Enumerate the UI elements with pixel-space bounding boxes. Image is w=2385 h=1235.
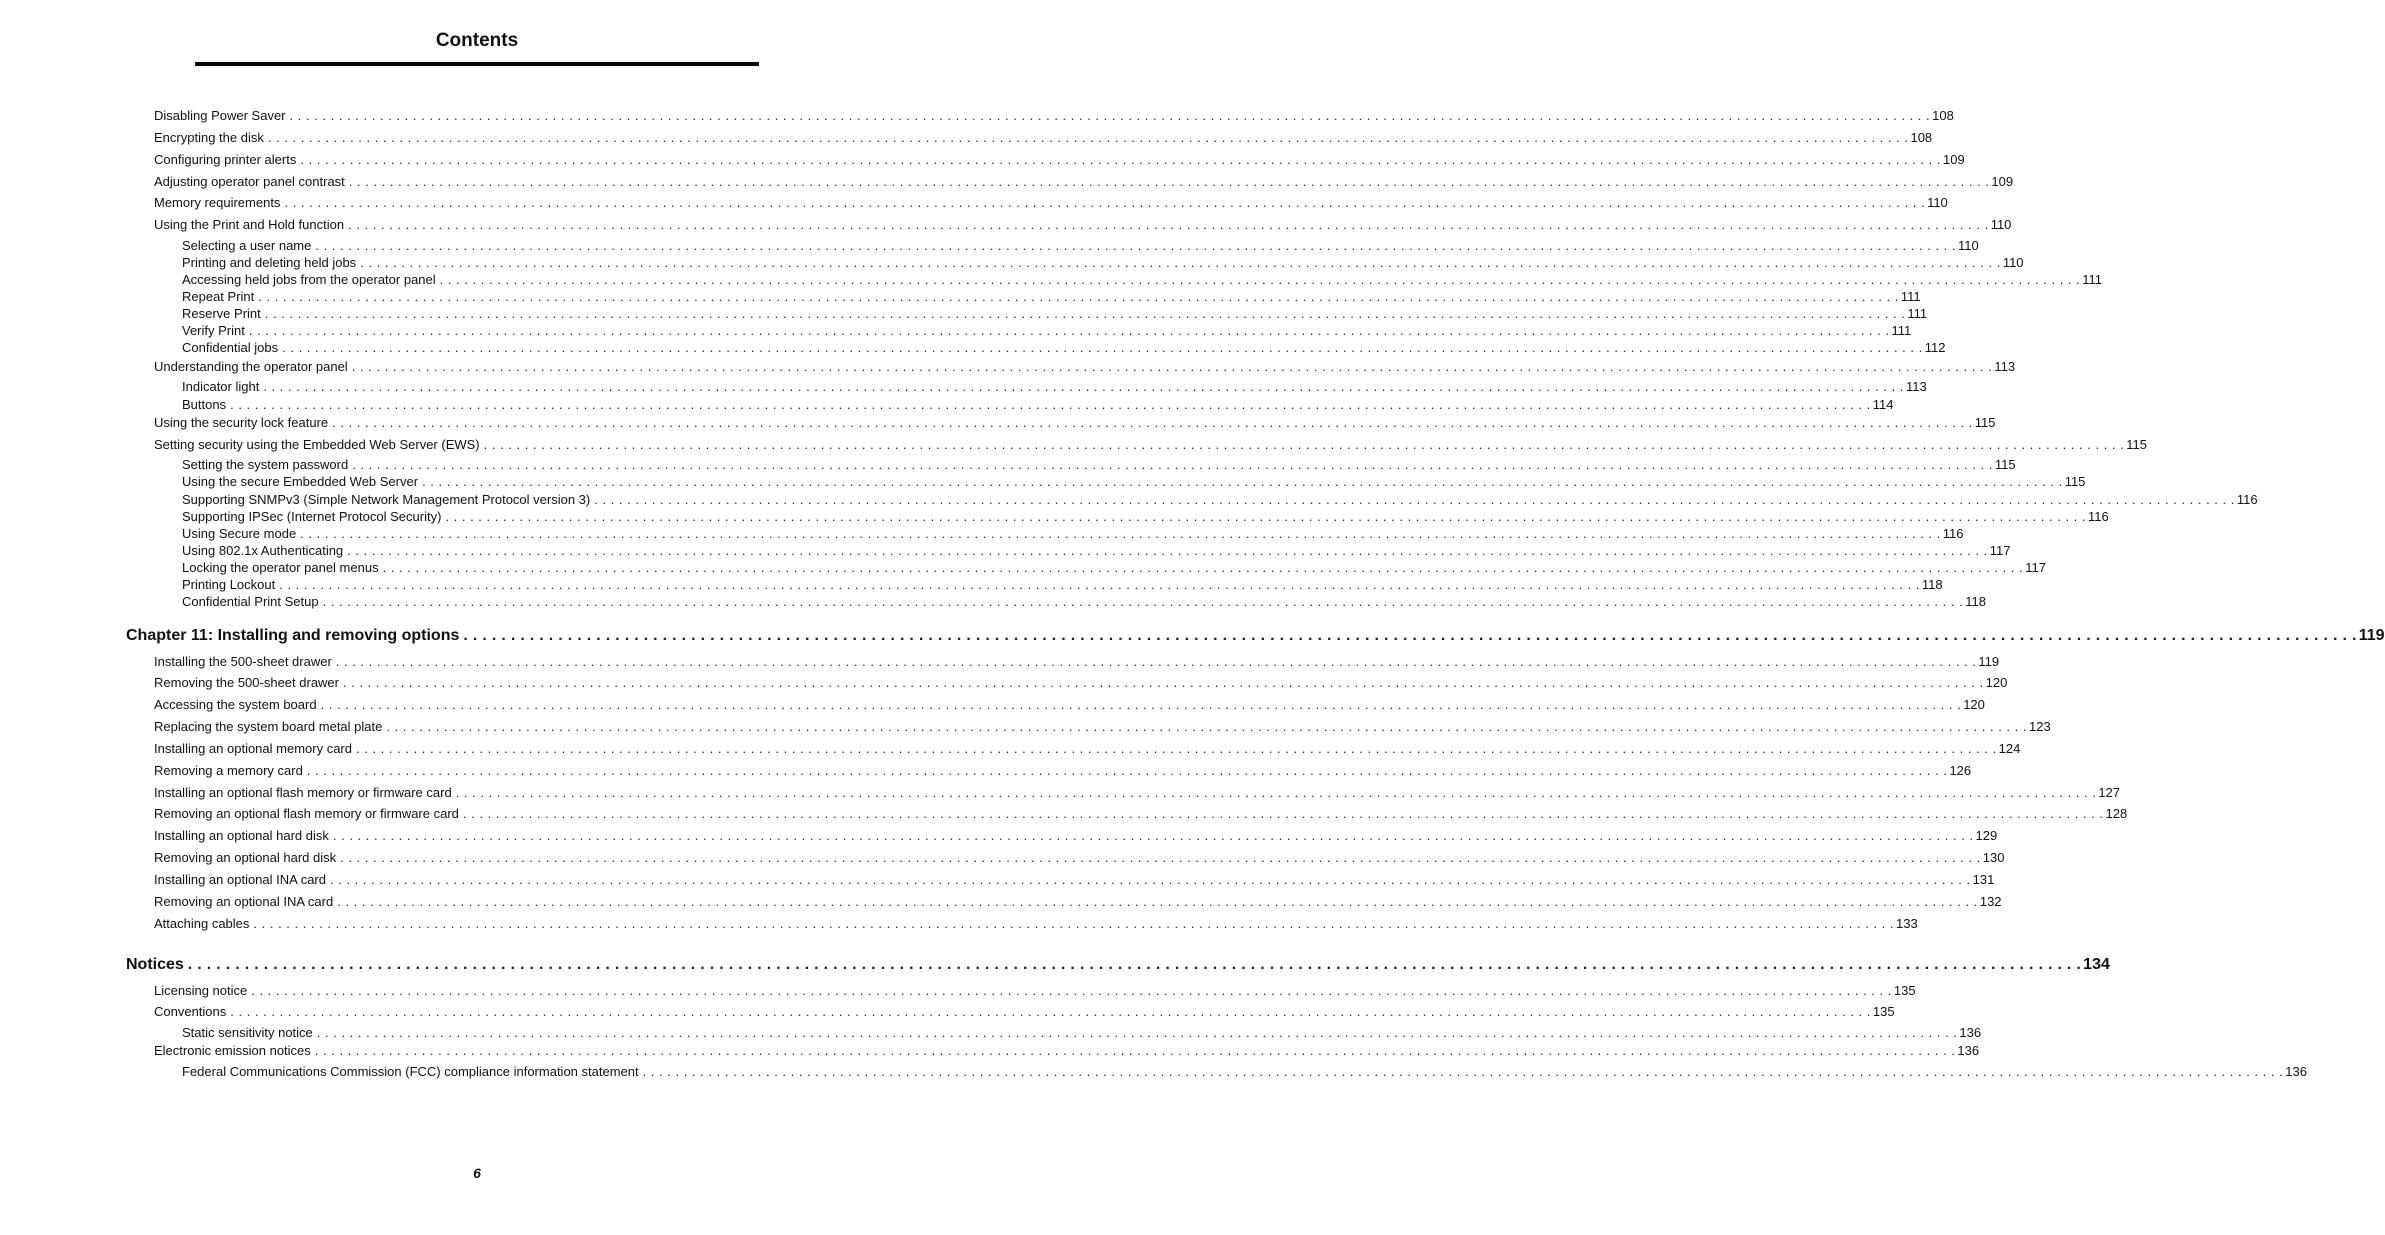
toc-entry-page: 116 xyxy=(1942,526,1964,541)
toc-entry[interactable] xyxy=(182,509,2109,524)
title-rule xyxy=(195,62,759,66)
toc-entry-page: 135 xyxy=(1872,1004,1895,1019)
toc-entry-page: 114 xyxy=(1872,397,1894,412)
toc-entry[interactable] xyxy=(182,379,1927,394)
toc-entry-label: Removing an optional hard disk xyxy=(154,850,337,865)
toc-entry-page: 115 xyxy=(1994,457,2016,472)
dot-leader: . . . . . . . . . . . . . . . . . . . . . . . . . . . . . . . . . . . . . . . . . . . . . . . . . . . . . . . . . . . . . . . . . . . . . . . . . . . . . . . . . . . . . . . . . . . . . . . . . . . . . . . . . . . . . . . . . . . . . . . . . . . . . . . . . . . . . . . . . . . . . . . . . . . . . . . . . . . . . . . . . . . . . . . . . . . . . . . . . . . . . . . . . . . . . . . . . . . . . . . . xyxy=(483,437,2125,452)
toc-entry-label: Accessing held jobs from the operator panel xyxy=(182,272,436,287)
dot-leader: . . . . . . . . . . . . . . . . . . . . . . . . . . . . . . . . . . . . . . . . . . . . . . . . . . . . . . . . . . . . . . . . . . . . . . . . . . . . . . . . . . . . . . . . . . . . . . . . . . . . . . . . . . . . . . . . . . . . . . . . . . . . . . . . . . . . . . . . . . . . . . . . . . . . . . . . . . . . . . . . . . . . . . . . . . . . . . . . . . . . . . . . . . . . . . . . . . . . . . . . xyxy=(352,457,1993,472)
dot-leader: . . . . . . . . . . . . . . . . . . . . . . . . . . . . . . . . . . . . . . . . . . . . . . . . . . . . . . . . . . . . . . . . . . . . . . . . . . . . . . . . . . . . . . . . . . . . . . . . . . . . . . . . . . . . . . . . . . . . . . . . . . . . . . . . . . . . . . . . . . . . . . . . . . . . . . . . . . . . . . . . . . . . . . . . . . . . . . . . . . . . . . . . . . . . . . . . . . . . . . . . xyxy=(282,340,1923,355)
toc-entry-label: Installing an optional hard disk xyxy=(154,828,329,843)
dot-leader: . . . . . . . . . . . . . . . . . . . . . . . . . . . . . . . . . . . . . . . . . . . . . . . . . . . . . . . . . . . . . . . . . . . . . . . . . . . . . . . . . . . . . . . . . . . . . . . . . . . . . . . . . . . . . . . . . . . . . . . . . . . . . . . . . . . . . . . . . . . . . . . . . . . . . . . . . . . . . . . . . . . . . . . . . . . . . . . . . . . . . . . . . . . . . . . . . . . . . . . . xyxy=(263,379,1904,394)
toc-entry-page: 115 xyxy=(1974,415,1996,430)
dot-leader: . . . . . . . . . . . . . . . . . . . . . . . . . . . . . . . . . . . . . . . . . . . . . . . . . . . . . . . . . . . . . . . . . . . . . . . . . . . . . . . . . . . . . . . . . . . . . . . . . . . . . . . . . . . . . . . . . . . . . . . . . . . . . . . . . . . . . . . . . . . . . . . . . . . . . . . . . . . . . . . . . . . . . . . . . . . . . . . . . . . . . . . . . . . . . . . . . . . . . . . . xyxy=(315,238,1956,253)
toc-entry[interactable] xyxy=(182,238,1979,253)
toc-entry-label: Using 802.1x Authenticating xyxy=(182,543,344,558)
toc-entry[interactable] xyxy=(154,785,2121,800)
toc-entry[interactable] xyxy=(154,1043,1980,1058)
toc-entry[interactable] xyxy=(182,255,2024,270)
toc-entry-page: 135 xyxy=(1893,983,1916,998)
toc-entry-label: Attaching cables xyxy=(154,916,250,931)
toc-entry-page: 109 xyxy=(1942,152,1965,167)
toc-entry[interactable] xyxy=(154,130,1933,145)
toc-entry-page: 110 xyxy=(1957,238,1979,253)
toc-entry-page: 118 xyxy=(1965,594,1986,609)
toc-entry-label: Indicator light xyxy=(182,379,260,394)
dot-leader: . . . . . . . . . . . . . . . . . . . . . . . . . . . . . . . . . . . . . . . . . . . . . . . . . . . . . . . . . . . . . . . . . . . . . . . . . . . . . . . . . . . . . . . . . . . . . . . . . . . . . . . . . . . . . . . . . . . . . . . . . . . . . . . . . . . . . . . . . . . . . . . . . . . . . . . . . . . . . . . . . . . . . . . . . . . . . . . . . . . . . . . . . . . . . . . . . . . . . . . . xyxy=(642,1064,2284,1079)
dot-leader: . . . . . . . . . . . . . . . . . . . . . . . . . . . . . . . . . . . . . . . . . . . . . . . . . . . . . . . . . . . . . . . . . . . . . . . . . . . . . . . . . . . . . . . . . . . . . . . . . . . . . . . . . . . . . . . . . . . . . . . . . . . . . . . . . . . . . . . . . . . . . . . . . . . . . . . . . . . . . . . . . . . . . . . . . . . . . . . . . . . . . . . . . . . . . . . . . . . . . . . . xyxy=(463,627,2357,644)
dot-leader: . . . . . . . . . . . . . . . . . . . . . . . . . . . . . . . . . . . . . . . . . . . . . . . . . . . . . . . . . . . . . . . . . . . . . . . . . . . . . . . . . . . . . . . . . . . . . . . . . . . . . . . . . . . . . . . . . . . . . . . . . . . . . . . . . . . . . . . . . . . . . . . . . . . . . . . . . . . . . . . . . . . . . . . . . . . . . . . . . . . . . . . . . . . . . . . . . . . . . . . . xyxy=(445,509,2087,524)
dot-leader: . . . . . . . . . . . . . . . . . . . . . . . . . . . . . . . . . . . . . . . . . . . . . . . . . . . . . . . . . . . . . . . . . . . . . . . . . . . . . . . . . . . . . . . . . . . . . . . . . . . . . . . . . . . . . . . . . . . . . . . . . . . . . . . . . . . . . . . . . . . . . . . . . . . . . . . . . . . . . . . . . . . . . . . . . . . . . . . . . . . . . . . . . . . . . . . . . . . . . . . . xyxy=(320,697,1962,712)
toc-entry[interactable] xyxy=(154,174,2014,189)
toc-entry-page: 132 xyxy=(1979,894,2002,909)
toc-entry-page: 111 xyxy=(1900,289,1921,304)
dot-leader: . . . . . . . . . . . . . . . . . . . . . . . . . . . . . . . . . . . . . . . . . . . . . . . . . . . . . . . . . . . . . . . . . . . . . . . . . . . . . . . . . . . . . . . . . . . . . . . . . . . . . . . . . . . . . . . . . . . . . . . . . . . . . . . . . . . . . . . . . . . . . . . . . . . . . . . . . . . . . . . . . . . . . . . . . . . . . . . . . . . . . . . . . . . . . . . . . . . . . . . . xyxy=(230,397,1871,412)
toc-entry[interactable] xyxy=(154,894,2002,909)
toc-entry[interactable] xyxy=(182,306,1928,321)
toc-entry-page: 116 xyxy=(2236,492,2258,507)
toc-entry[interactable] xyxy=(154,697,1985,712)
toc-entry-page: 124 xyxy=(1998,741,2021,756)
toc-entry-page: 123 xyxy=(2028,719,2051,734)
toc-entry-label: Printing Lockout xyxy=(182,577,276,592)
toc-entry[interactable] xyxy=(154,152,1965,167)
toc-entry-page: 115 xyxy=(2064,474,2086,489)
toc-entry[interactable] xyxy=(182,1064,2307,1079)
toc-entry[interactable] xyxy=(182,457,2016,472)
toc-entry-label: Locking the operator panel menus xyxy=(182,560,379,575)
dot-leader: . . . . . . . . . . . . . . . . . . . . . . . . . . . . . . . . . . . . . . . . . . . . . . . . . . . . . . . . . . . . . . . . . . . . . . . . . . . . . . . . . . . . . . . . . . . . . . . . . . . . . . . . . . . . . . . . . . . . . . . . . . . . . . . . . . . . . . . . . . . . . . . . . . . . . . . . . . . . . . . . . . . . . . . . . . . . . . . . . . . . . . . . . . . . . . . . . . . . . . . . xyxy=(306,763,1948,778)
toc-entry-label: Confidential jobs xyxy=(182,340,279,355)
dot-leader: . . . . . . . . . . . . . . . . . . . . . . . . . . . . . . . . . . . . . . . . . . . . . . . . . . . . . . . . . . . . . . . . . . . . . . . . . . . . . . . . . . . . . . . . . . . . . . . . . . . . . . . . . . . . . . . . . . . . . . . . . . . . . . . . . . . . . . . . . . . . . . . . . . . . . . . . . . . . . . . . . . . . . . . . . . . . . . . . . . . . . . . . . . . . . . . . . . . . . . . . xyxy=(251,983,1892,998)
dot-leader: . . . . . . . . . . . . . . . . . . . . . . . . . . . . . . . . . . . . . . . . . . . . . . . . . . . . . . . . . . . . . . . . . . . . . . . . . . . . . . . . . . . . . . . . . . . . . . . . . . . . . . . . . . . . . . . . . . . . . . . . . . . . . . . . . . . . . . . . . . . . . . . . . . . . . . . . . . . . . . . . . . . . . . . . . . . . . . . . . . . . . . . . . . . . . . . . . . . . . . . . xyxy=(300,152,1941,167)
toc-entry[interactable] xyxy=(154,437,2147,452)
toc-entry[interactable] xyxy=(154,719,2051,734)
dot-leader: . . . . . . . . . . . . . . . . . . . . . . . . . . . . . . . . . . . . . . . . . . . . . . . . . . . . . . . . . . . . . . . . . . . . . . . . . . . . . . . . . . . . . . . . . . . . . . . . . . . . . . . . . . . . . . . . . . . . . . . . . . . . . . . . . . . . . . . . . . . . . . . . . . . . . . . . . . . . . . . . . . . . . . . . . . . . . . . . . . . . . . . . . . . . . . . . . . . . . . . . xyxy=(289,108,1931,123)
toc-entry-page: 136 xyxy=(1957,1043,1980,1058)
dot-leader: . . . . . . . . . . . . . . . . . . . . . . . . . . . . . . . . . . . . . . . . . . . . . . . . . . . . . . . . . . . . . . . . . . . . . . . . . . . . . . . . . . . . . . . . . . . . . . . . . . . . . . . . . . . . . . . . . . . . . . . . . . . . . . . . . . . . . . . . . . . . . . . . . . . . . . . . . . . . . . . . . . . . . . . . . . . . . . . . . . . . . . . . . . . . . . . . . . . . . . . . xyxy=(187,956,2082,973)
dot-leader: . . . . . . . . . . . . . . . . . . . . . . . . . . . . . . . . . . . . . . . . . . . . . . . . . . . . . . . . . . . . . . . . . . . . . . . . . . . . . . . . . . . . . . . . . . . . . . . . . . . . . . . . . . . . . . . . . . . . . . . . . . . . . . . . . . . . . . . . . . . . . . . . . . . . . . . . . . . . . . . . . . . . . . . . . . . . . . . . . . . . . . . . . . . . . . . . . . . . . . . . xyxy=(332,828,1974,843)
toc-entry-page: 108 xyxy=(1910,130,1933,145)
toc-entry-label: Licensing notice xyxy=(154,983,248,998)
toc-entry-page: 129 xyxy=(1975,828,1998,843)
toc-entry-page: 110 xyxy=(1990,217,2012,232)
toc-entry-page: 111 xyxy=(1891,323,1912,338)
toc-entry-page: 118 xyxy=(1921,577,1943,592)
page-number: 6 xyxy=(473,1165,481,1181)
dot-leader: . . . . . . . . . . . . . . . . . . . . . . . . . . . . . . . . . . . . . . . . . . . . . . . . . . . . . . . . . . . . . . . . . . . . . . . . . . . . . . . . . . . . . . . . . . . . . . . . . . . . . . . . . . . . . . . . . . . . . . . . . . . . . . . . . . . . . . . . . . . . . . . . . . . . . . . . . . . . . . . . . . . . . . . . . . . . . . . . . . . . . . . . . . . . . . . . . . . . . . . . xyxy=(439,272,2081,287)
toc-entry-page: 133 xyxy=(1896,916,1918,931)
dot-leader: . . . . . . . . . . . . . . . . . . . . . . . . . . . . . . . . . . . . . . . . . . . . . . . . . . . . . . . . . . . . . . . . . . . . . . . . . . . . . . . . . . . . . . . . . . . . . . . . . . . . . . . . . . . . . . . . . . . . . . . . . . . . . . . . . . . . . . . . . . . . . . . . . . . . . . . . . . . . . . . . . . . . . . . . . . . . . . . . . . . . . . . . . . . . . . . . . . . . . . . . xyxy=(322,594,1964,609)
toc-chapter-entry[interactable] xyxy=(126,956,2110,974)
toc-entry-label: Configuring printer alerts xyxy=(154,152,297,167)
toc-entry-label: Notices xyxy=(126,956,184,973)
dot-leader: . . . . . . . . . . . . . . . . . . . . . . . . . . . . . . . . . . . . . . . . . . . . . . . . . . . . . . . . . . . . . . . . . . . . . . . . . . . . . . . . . . . . . . . . . . . . . . . . . . . . . . . . . . . . . . . . . . . . . . . . . . . . . . . . . . . . . . . . . . . . . . . . . . . . . . . . . . . . . . . . . . . . . . . . . . . . . . . . . . . . . . . . . . . . . . . . . . . . . . . . xyxy=(340,850,1981,865)
toc-entry-label: Installing an optional flash memory or firmware card xyxy=(154,785,452,800)
dot-leader: . . . . . . . . . . . . . . . . . . . . . . . . . . . . . . . . . . . . . . . . . . . . . . . . . . . . . . . . . . . . . . . . . . . . . . . . . . . . . . . . . . . . . . . . . . . . . . . . . . . . . . . . . . . . . . . . . . . . . . . . . . . . . . . . . . . . . . . . . . . . . . . . . . . . . . . . . . . . . . . . . . . . . . . . . . . . . . . . . . . . . . . . . . . . . . . . . . . . . . . . xyxy=(348,174,1990,189)
toc-entry-page: 127 xyxy=(2098,785,2121,800)
toc-entry-label: Memory requirements xyxy=(154,195,281,210)
toc-entry[interactable] xyxy=(182,526,1964,541)
toc-entry-page: 131 xyxy=(1972,872,1995,887)
toc-entry-label: Using Secure mode xyxy=(182,526,297,541)
toc-entry-label: Installing an optional INA card xyxy=(154,872,326,887)
toc-entry-page: 130 xyxy=(1982,850,2005,865)
toc-entry-page: 136 xyxy=(1959,1025,1982,1040)
dot-leader: . . . . . . . . . . . . . . . . . . . . . . . . . . . . . . . . . . . . . . . . . . . . . . . . . . . . . . . . . . . . . . . . . . . . . . . . . . . . . . . . . . . . . . . . . . . . . . . . . . . . . . . . . . . . . . . . . . . . . . . . . . . . . . . . . . . . . . . . . . . . . . . . . . . . . . . . . . . . . . . . . . . . . . . . . . . . . . . . . . . . . . . . . . . . . . . . . . . . . . . . xyxy=(360,255,2001,270)
dot-leader: . . . . . . . . . . . . . . . . . . . . . . . . . . . . . . . . . . . . . . . . . . . . . . . . . . . . . . . . . . . . . . . . . . . . . . . . . . . . . . . . . . . . . . . . . . . . . . . . . . . . . . . . . . . . . . . . . . . . . . . . . . . . . . . . . . . . . . . . . . . . . . . . . . . . . . . . . . . . . . . . . . . . . . . . . . . . . . . . . . . . . . . . . . . . . . . . . . . . . . . . xyxy=(253,916,1895,931)
toc-entry-label: Static sensitivity notice xyxy=(182,1025,313,1040)
dot-leader: . . . . . . . . . . . . . . . . . . . . . . . . . . . . . . . . . . . . . . . . . . . . . . . . . . . . . . . . . . . . . . . . . . . . . . . . . . . . . . . . . . . . . . . . . . . . . . . . . . . . . . . . . . . . . . . . . . . . . . . . . . . . . . . . . . . . . . . . . . . . . . . . . . . . . . . . . . . . . . . . . . . . . . . . . . . . . . . . . . . . . . . . . . . . . . . . . . . . . . . . xyxy=(316,1025,1958,1040)
toc-entry-label: Federal Communications Commission (FCC) compliance information statement xyxy=(182,1064,639,1079)
toc-entry[interactable] xyxy=(182,543,2011,558)
toc-entry[interactable] xyxy=(182,474,2086,489)
toc-entry[interactable] xyxy=(154,359,2016,374)
toc-entry[interactable] xyxy=(182,594,1986,609)
toc-entry-page: 120 xyxy=(1985,675,2008,690)
toc-entry[interactable] xyxy=(154,108,1954,123)
toc-entry-label: Accessing the system board xyxy=(154,697,317,712)
toc-entry-label: Electronic emission notices xyxy=(154,1043,311,1058)
toc-entry-label: Replacing the system board metal plate xyxy=(154,719,383,734)
toc-entry-label: Supporting SNMPv3 (Simple Network Management Protocol version 3) xyxy=(182,492,591,507)
toc-entry-label: Confidential Print Setup xyxy=(182,594,319,609)
dot-leader: . . . . . . . . . . . . . . . . . . . . . . . . . . . . . . . . . . . . . . . . . . . . . . . . . . . . . . . . . . . . . . . . . . . . . . . . . . . . . . . . . . . . . . . . . . . . . . . . . . . . . . . . . . . . . . . . . . . . . . . . . . . . . . . . . . . . . . . . . . . . . . . . . . . . . . . . . . . . . . . . . . . . . . . . . . . . . . . . . . . . . . . . . . . . . . . . . . . . . . . . xyxy=(356,741,1997,756)
toc-entry-page: 115 xyxy=(2126,437,2147,452)
toc-entry[interactable] xyxy=(154,415,1996,430)
toc-entry-page: 111 xyxy=(1907,306,1928,321)
toc-entry-label: Setting the system password xyxy=(182,457,349,472)
toc-entry[interactable] xyxy=(154,916,1918,931)
toc-entry[interactable] xyxy=(182,323,1912,338)
toc-entry-page: 108 xyxy=(1932,108,1954,123)
dot-leader: . . . . . . . . . . . . . . . . . . . . . . . . . . . . . . . . . . . . . . . . . . . . . . . . . . . . . . . . . . . . . . . . . . . . . . . . . . . . . . . . . . . . . . . . . . . . . . . . . . . . . . . . . . . . . . . . . . . . . . . . . . . . . . . . . . . . . . . . . . . . . . . . . . . . . . . . . . . . . . . . . . . . . . . . . . . . . . . . . . . . . . . . . . . . . . . . . . . . . . . . xyxy=(382,560,2024,575)
toc-entry[interactable] xyxy=(182,272,2103,287)
toc-entry[interactable] xyxy=(154,195,1948,210)
toc-entry-label: Installing an optional memory card xyxy=(154,741,352,756)
toc-entry[interactable] xyxy=(154,1004,1895,1019)
dot-leader: . . . . . . . . . . . . . . . . . . . . . . . . . . . . . . . . . . . . . . . . . . . . . . . . . . . . . . . . . . . . . . . . . . . . . . . . . . . . . . . . . . . . . . . . . . . . . . . . . . . . . . . . . . . . . . . . . . . . . . . . . . . . . . . . . . . . . . . . . . . . . . . . . . . . . . . . . . . . . . . . . . . . . . . . . . . . . . . . . . . . . . . . . . . . . . . . . . . . . . . . xyxy=(594,492,2235,507)
toc-entry-page: 109 xyxy=(1991,174,2014,189)
toc-entry-label: Using the secure Embedded Web Server xyxy=(182,474,419,489)
toc-entry[interactable] xyxy=(154,872,1995,887)
toc-entry-page: 111 xyxy=(2082,272,2103,287)
toc-entry-label: Understanding the operator panel xyxy=(154,359,348,374)
toc-entry-label: Chapter 11: Installing and removing options xyxy=(126,627,460,644)
dot-leader: . . . . . . . . . . . . . . . . . . . . . . . . . . . . . . . . . . . . . . . . . . . . . . . . . . . . . . . . . . . . . . . . . . . . . . . . . . . . . . . . . . . . . . . . . . . . . . . . . . . . . . . . . . . . . . . . . . . . . . . . . . . . . . . . . . . . . . . . . . . . . . . . . . . . . . . . . . . . . . . . . . . . . . . . . . . . . . . . . . . . . . . . . . . . . . . . . . . . . . . . xyxy=(343,675,1984,690)
toc-entry-page: 117 xyxy=(1989,543,2011,558)
dot-leader: . . . . . . . . . . . . . . . . . . . . . . . . . . . . . . . . . . . . . . . . . . . . . . . . . . . . . . . . . . . . . . . . . . . . . . . . . . . . . . . . . . . . . . . . . . . . . . . . . . . . . . . . . . . . . . . . . . . . . . . . . . . . . . . . . . . . . . . . . . . . . . . . . . . . . . . . . . . . . . . . . . . . . . . . . . . . . . . . . . . . . . . . . . . . . . . . . . . . . . . . xyxy=(279,577,1920,592)
dot-leader: . . . . . . . . . . . . . . . . . . . . . . . . . . . . . . . . . . . . . . . . . . . . . . . . . . . . . . . . . . . . . . . . . . . . . . . . . . . . . . . . . . . . . . . . . . . . . . . . . . . . . . . . . . . . . . . . . . . . . . . . . . . . . . . . . . . . . . . . . . . . . . . . . . . . . . . . . . . . . . . . . . . . . . . . . . . . . . . . . . . . . . . . . . . . . . . . . . . . . . . . xyxy=(330,872,1971,887)
toc-entry[interactable] xyxy=(182,492,2258,507)
dot-leader: . . . . . . . . . . . . . . . . . . . . . . . . . . . . . . . . . . . . . . . . . . . . . . . . . . . . . . . . . . . . . . . . . . . . . . . . . . . . . . . . . . . . . . . . . . . . . . . . . . . . . . . . . . . . . . . . . . . . . . . . . . . . . . . . . . . . . . . . . . . . . . . . . . . . . . . . . . . . . . . . . . . . . . . . . . . . . . . . . . . . . . . . . . . . . . . . . . . . . . . . xyxy=(332,415,1973,430)
toc-entry[interactable] xyxy=(182,289,1921,304)
dot-leader: . . . . . . . . . . . . . . . . . . . . . . . . . . . . . . . . . . . . . . . . . . . . . . . . . . . . . . . . . . . . . . . . . . . . . . . . . . . . . . . . . . . . . . . . . . . . . . . . . . . . . . . . . . . . . . . . . . . . . . . . . . . . . . . . . . . . . . . . . . . . . . . . . . . . . . . . . . . . . . . . . . . . . . . . . . . . . . . . . . . . . . . . . . . . . . . . . . . . . . . . xyxy=(347,543,1988,558)
toc-entry-page: 113 xyxy=(1905,379,1927,394)
toc-entry[interactable] xyxy=(154,741,2021,756)
toc-entry-label: Reserve Print xyxy=(182,306,261,321)
toc-entry-label: Encrypting the disk xyxy=(154,130,264,145)
dot-leader: . . . . . . . . . . . . . . . . . . . . . . . . . . . . . . . . . . . . . . . . . . . . . . . . . . . . . . . . . . . . . . . . . . . . . . . . . . . . . . . . . . . . . . . . . . . . . . . . . . . . . . . . . . . . . . . . . . . . . . . . . . . . . . . . . . . . . . . . . . . . . . . . . . . . . . . . . . . . . . . . . . . . . . . . . . . . . . . . . . . . . . . . . . . . . . . . . . . . . . . . xyxy=(386,719,2027,734)
toc-entry-label: Disabling Power Saver xyxy=(154,108,286,123)
toc-entry-label: Supporting IPSec (Internet Protocol Security) xyxy=(182,509,442,524)
toc-entry[interactable] xyxy=(154,763,1972,778)
toc-entry-label: Removing an optional flash memory or firmware card xyxy=(154,806,459,821)
toc-entry[interactable] xyxy=(154,828,1998,843)
toc-entry-label: Selecting a user name xyxy=(182,238,312,253)
toc-entry[interactable] xyxy=(154,675,2008,690)
toc-entry-page: 110 xyxy=(2002,255,2024,270)
toc-entry-label: Printing and deleting held jobs xyxy=(182,255,357,270)
toc-entry[interactable] xyxy=(182,560,2046,575)
toc-entry-page: 117 xyxy=(2025,560,2046,575)
toc-entry[interactable] xyxy=(182,397,1894,412)
toc-entry[interactable] xyxy=(154,850,2005,865)
dot-leader: . . . . . . . . . . . . . . . . . . . . . . . . . . . . . . . . . . . . . . . . . . . . . . . . . . . . . . . . . . . . . . . . . . . . . . . . . . . . . . . . . . . . . . . . . . . . . . . . . . . . . . . . . . . . . . . . . . . . . . . . . . . . . . . . . . . . . . . . . . . . . . . . . . . . . . . . . . . . . . . . . . . . . . . . . . . . . . . . . . . . . . . . . . . . . . . . . . . . . . . . xyxy=(258,289,1899,304)
toc-entry[interactable] xyxy=(182,1025,1982,1040)
toc-entry[interactable] xyxy=(154,983,1916,998)
toc-entry[interactable] xyxy=(154,217,2012,232)
dot-leader: . . . . . . . . . . . . . . . . . . . . . . . . . . . . . . . . . . . . . . . . . . . . . . . . . . . . . . . . . . . . . . . . . . . . . . . . . . . . . . . . . . . . . . . . . . . . . . . . . . . . . . . . . . . . . . . . . . . . . . . . . . . . . . . . . . . . . . . . . . . . . . . . . . . . . . . . . . . . . . . . . . . . . . . . . . . . . . . . . . . . . . . . . . . . . . . . . . . . . . . . xyxy=(230,1004,1871,1019)
dot-leader: . . . . . . . . . . . . . . . . . . . . . . . . . . . . . . . . . . . . . . . . . . . . . . . . . . . . . . . . . . . . . . . . . . . . . . . . . . . . . . . . . . . . . . . . . . . . . . . . . . . . . . . . . . . . . . . . . . . . . . . . . . . . . . . . . . . . . . . . . . . . . . . . . . . . . . . . . . . . . . . . . . . . . . . . . . . . . . . . . . . . . . . . . . . . . . . . . . . . . . . . xyxy=(300,526,1941,541)
toc-entry-label: Using the Print and Hold function xyxy=(154,217,345,232)
dot-leader: . . . . . . . . . . . . . . . . . . . . . . . . . . . . . . . . . . . . . . . . . . . . . . . . . . . . . . . . . . . . . . . . . . . . . . . . . . . . . . . . . . . . . . . . . . . . . . . . . . . . . . . . . . . . . . . . . . . . . . . . . . . . . . . . . . . . . . . . . . . . . . . . . . . . . . . . . . . . . . . . . . . . . . . . . . . . . . . . . . . . . . . . . . . . . . . . . . . . . . . . xyxy=(351,359,1993,374)
toc-entry-page: 126 xyxy=(1949,763,1972,778)
dot-leader: . . . . . . . . . . . . . . . . . . . . . . . . . . . . . . . . . . . . . . . . . . . . . . . . . . . . . . . . . . . . . . . . . . . . . . . . . . . . . . . . . . . . . . . . . . . . . . . . . . . . . . . . . . . . . . . . . . . . . . . . . . . . . . . . . . . . . . . . . . . . . . . . . . . . . . . . . . . . . . . . . . . . . . . . . . . . . . . . . . . . . . . . . . . . . . . . . . . . . . . . xyxy=(455,785,2097,800)
dot-leader: . . . . . . . . . . . . . . . . . . . . . . . . . . . . . . . . . . . . . . . . . . . . . . . . . . . . . . . . . . . . . . . . . . . . . . . . . . . . . . . . . . . . . . . . . . . . . . . . . . . . . . . . . . . . . . . . . . . . . . . . . . . . . . . . . . . . . . . . . . . . . . . . . . . . . . . . . . . . . . . . . . . . . . . . . . . . . . . . . . . . . . . . . . . . . . . . . . . . . . . . xyxy=(248,323,1890,338)
toc-entry-page: 134 xyxy=(2083,956,2110,973)
toc-chapter-entry[interactable] xyxy=(126,627,2385,645)
toc-entry-page: 116 xyxy=(2088,509,2109,524)
toc-entry-page: 119 xyxy=(1978,654,2000,669)
toc-entry-label: Using the security lock feature xyxy=(154,415,329,430)
toc-entry-label: Verify Print xyxy=(182,323,245,338)
toc-entry-label: Removing a memory card xyxy=(154,763,303,778)
toc-entry-label: Repeat Print xyxy=(182,289,255,304)
toc-entry-label: Conventions xyxy=(154,1004,227,1019)
toc-entry-label: Setting security using the Embedded Web Server (EWS) xyxy=(154,437,480,452)
dot-leader: . . . . . . . . . . . . . . . . . . . . . . . . . . . . . . . . . . . . . . . . . . . . . . . . . . . . . . . . . . . . . . . . . . . . . . . . . . . . . . . . . . . . . . . . . . . . . . . . . . . . . . . . . . . . . . . . . . . . . . . . . . . . . . . . . . . . . . . . . . . . . . . . . . . . . . . . . . . . . . . . . . . . . . . . . . . . . . . . . . . . . . . . . . . . . . . . . . . . . . . . xyxy=(462,806,2104,821)
toc-entry[interactable] xyxy=(154,806,2128,821)
toc-entry-page: 110 xyxy=(1927,195,1948,210)
toc-entry-label: Removing the 500-sheet drawer xyxy=(154,675,339,690)
dot-leader: . . . . . . . . . . . . . . . . . . . . . . . . . . . . . . . . . . . . . . . . . . . . . . . . . . . . . . . . . . . . . . . . . . . . . . . . . . . . . . . . . . . . . . . . . . . . . . . . . . . . . . . . . . . . . . . . . . . . . . . . . . . . . . . . . . . . . . . . . . . . . . . . . . . . . . . . . . . . . . . . . . . . . . . . . . . . . . . . . . . . . . . . . . . . . . . . . . . . . . . . xyxy=(348,217,1989,232)
toc-entry-label: Buttons xyxy=(182,397,227,412)
toc-entry-page: 120 xyxy=(1963,697,1985,712)
page-title: Contents xyxy=(435,30,519,51)
toc-entry-page: 119 xyxy=(2358,627,2385,644)
dot-leader: . . . . . . . . . . . . . . . . . . . . . . . . . . . . . . . . . . . . . . . . . . . . . . . . . . . . . . . . . . . . . . . . . . . . . . . . . . . . . . . . . . . . . . . . . . . . . . . . . . . . . . . . . . . . . . . . . . . . . . . . . . . . . . . . . . . . . . . . . . . . . . . . . . . . . . . . . . . . . . . . . . . . . . . . . . . . . . . . . . . . . . . . . . . . . . . . . . . . . . . . xyxy=(267,130,1909,145)
toc-entry[interactable] xyxy=(154,654,2000,669)
toc-entry-label: Adjusting operator panel contrast xyxy=(154,174,345,189)
dot-leader: . . . . . . . . . . . . . . . . . . . . . . . . . . . . . . . . . . . . . . . . . . . . . . . . . . . . . . . . . . . . . . . . . . . . . . . . . . . . . . . . . . . . . . . . . . . . . . . . . . . . . . . . . . . . . . . . . . . . . . . . . . . . . . . . . . . . . . . . . . . . . . . . . . . . . . . . . . . . . . . . . . . . . . . . . . . . . . . . . . . . . . . . . . . . . . . . . . . . . . . . xyxy=(314,1043,1956,1058)
dot-leader: . . . . . . . . . . . . . . . . . . . . . . . . . . . . . . . . . . . . . . . . . . . . . . . . . . . . . . . . . . . . . . . . . . . . . . . . . . . . . . . . . . . . . . . . . . . . . . . . . . . . . . . . . . . . . . . . . . . . . . . . . . . . . . . . . . . . . . . . . . . . . . . . . . . . . . . . . . . . . . . . . . . . . . . . . . . . . . . . . . . . . . . . . . . . . . . . . . . . . . . . xyxy=(335,654,1977,669)
dot-leader: . . . . . . . . . . . . . . . . . . . . . . . . . . . . . . . . . . . . . . . . . . . . . . . . . . . . . . . . . . . . . . . . . . . . . . . . . . . . . . . . . . . . . . . . . . . . . . . . . . . . . . . . . . . . . . . . . . . . . . . . . . . . . . . . . . . . . . . . . . . . . . . . . . . . . . . . . . . . . . . . . . . . . . . . . . . . . . . . . . . . . . . . . . . . . . . . . . . . . . . . xyxy=(422,474,2063,489)
dot-leader: . . . . . . . . . . . . . . . . . . . . . . . . . . . . . . . . . . . . . . . . . . . . . . . . . . . . . . . . . . . . . . . . . . . . . . . . . . . . . . . . . . . . . . . . . . . . . . . . . . . . . . . . . . . . . . . . . . . . . . . . . . . . . . . . . . . . . . . . . . . . . . . . . . . . . . . . . . . . . . . . . . . . . . . . . . . . . . . . . . . . . . . . . . . . . . . . . . . . . . . . xyxy=(337,894,1978,909)
toc-entry-label: Removing an optional INA card xyxy=(154,894,334,909)
toc-entry-page: 113 xyxy=(1994,359,2016,374)
dot-leader: . . . . . . . . . . . . . . . . . . . . . . . . . . . . . . . . . . . . . . . . . . . . . . . . . . . . . . . . . . . . . . . . . . . . . . . . . . . . . . . . . . . . . . . . . . . . . . . . . . . . . . . . . . . . . . . . . . . . . . . . . . . . . . . . . . . . . . . . . . . . . . . . . . . . . . . . . . . . . . . . . . . . . . . . . . . . . . . . . . . . . . . . . . . . . . . . . . . . . . . . xyxy=(264,306,1906,321)
toc-entry[interactable] xyxy=(182,340,1946,355)
toc-entry-page: 112 xyxy=(1924,340,1946,355)
toc-entry-page: 128 xyxy=(2105,806,2128,821)
dot-leader: . . . . . . . . . . . . . . . . . . . . . . . . . . . . . . . . . . . . . . . . . . . . . . . . . . . . . . . . . . . . . . . . . . . . . . . . . . . . . . . . . . . . . . . . . . . . . . . . . . . . . . . . . . . . . . . . . . . . . . . . . . . . . . . . . . . . . . . . . . . . . . . . . . . . . . . . . . . . . . . . . . . . . . . . . . . . . . . . . . . . . . . . . . . . . . . . . . . . . . . . xyxy=(284,195,1926,210)
toc-entry-page: 136 xyxy=(2285,1064,2307,1079)
toc-entry[interactable] xyxy=(182,577,1943,592)
toc-entry-label: Installing the 500-sheet drawer xyxy=(154,654,332,669)
